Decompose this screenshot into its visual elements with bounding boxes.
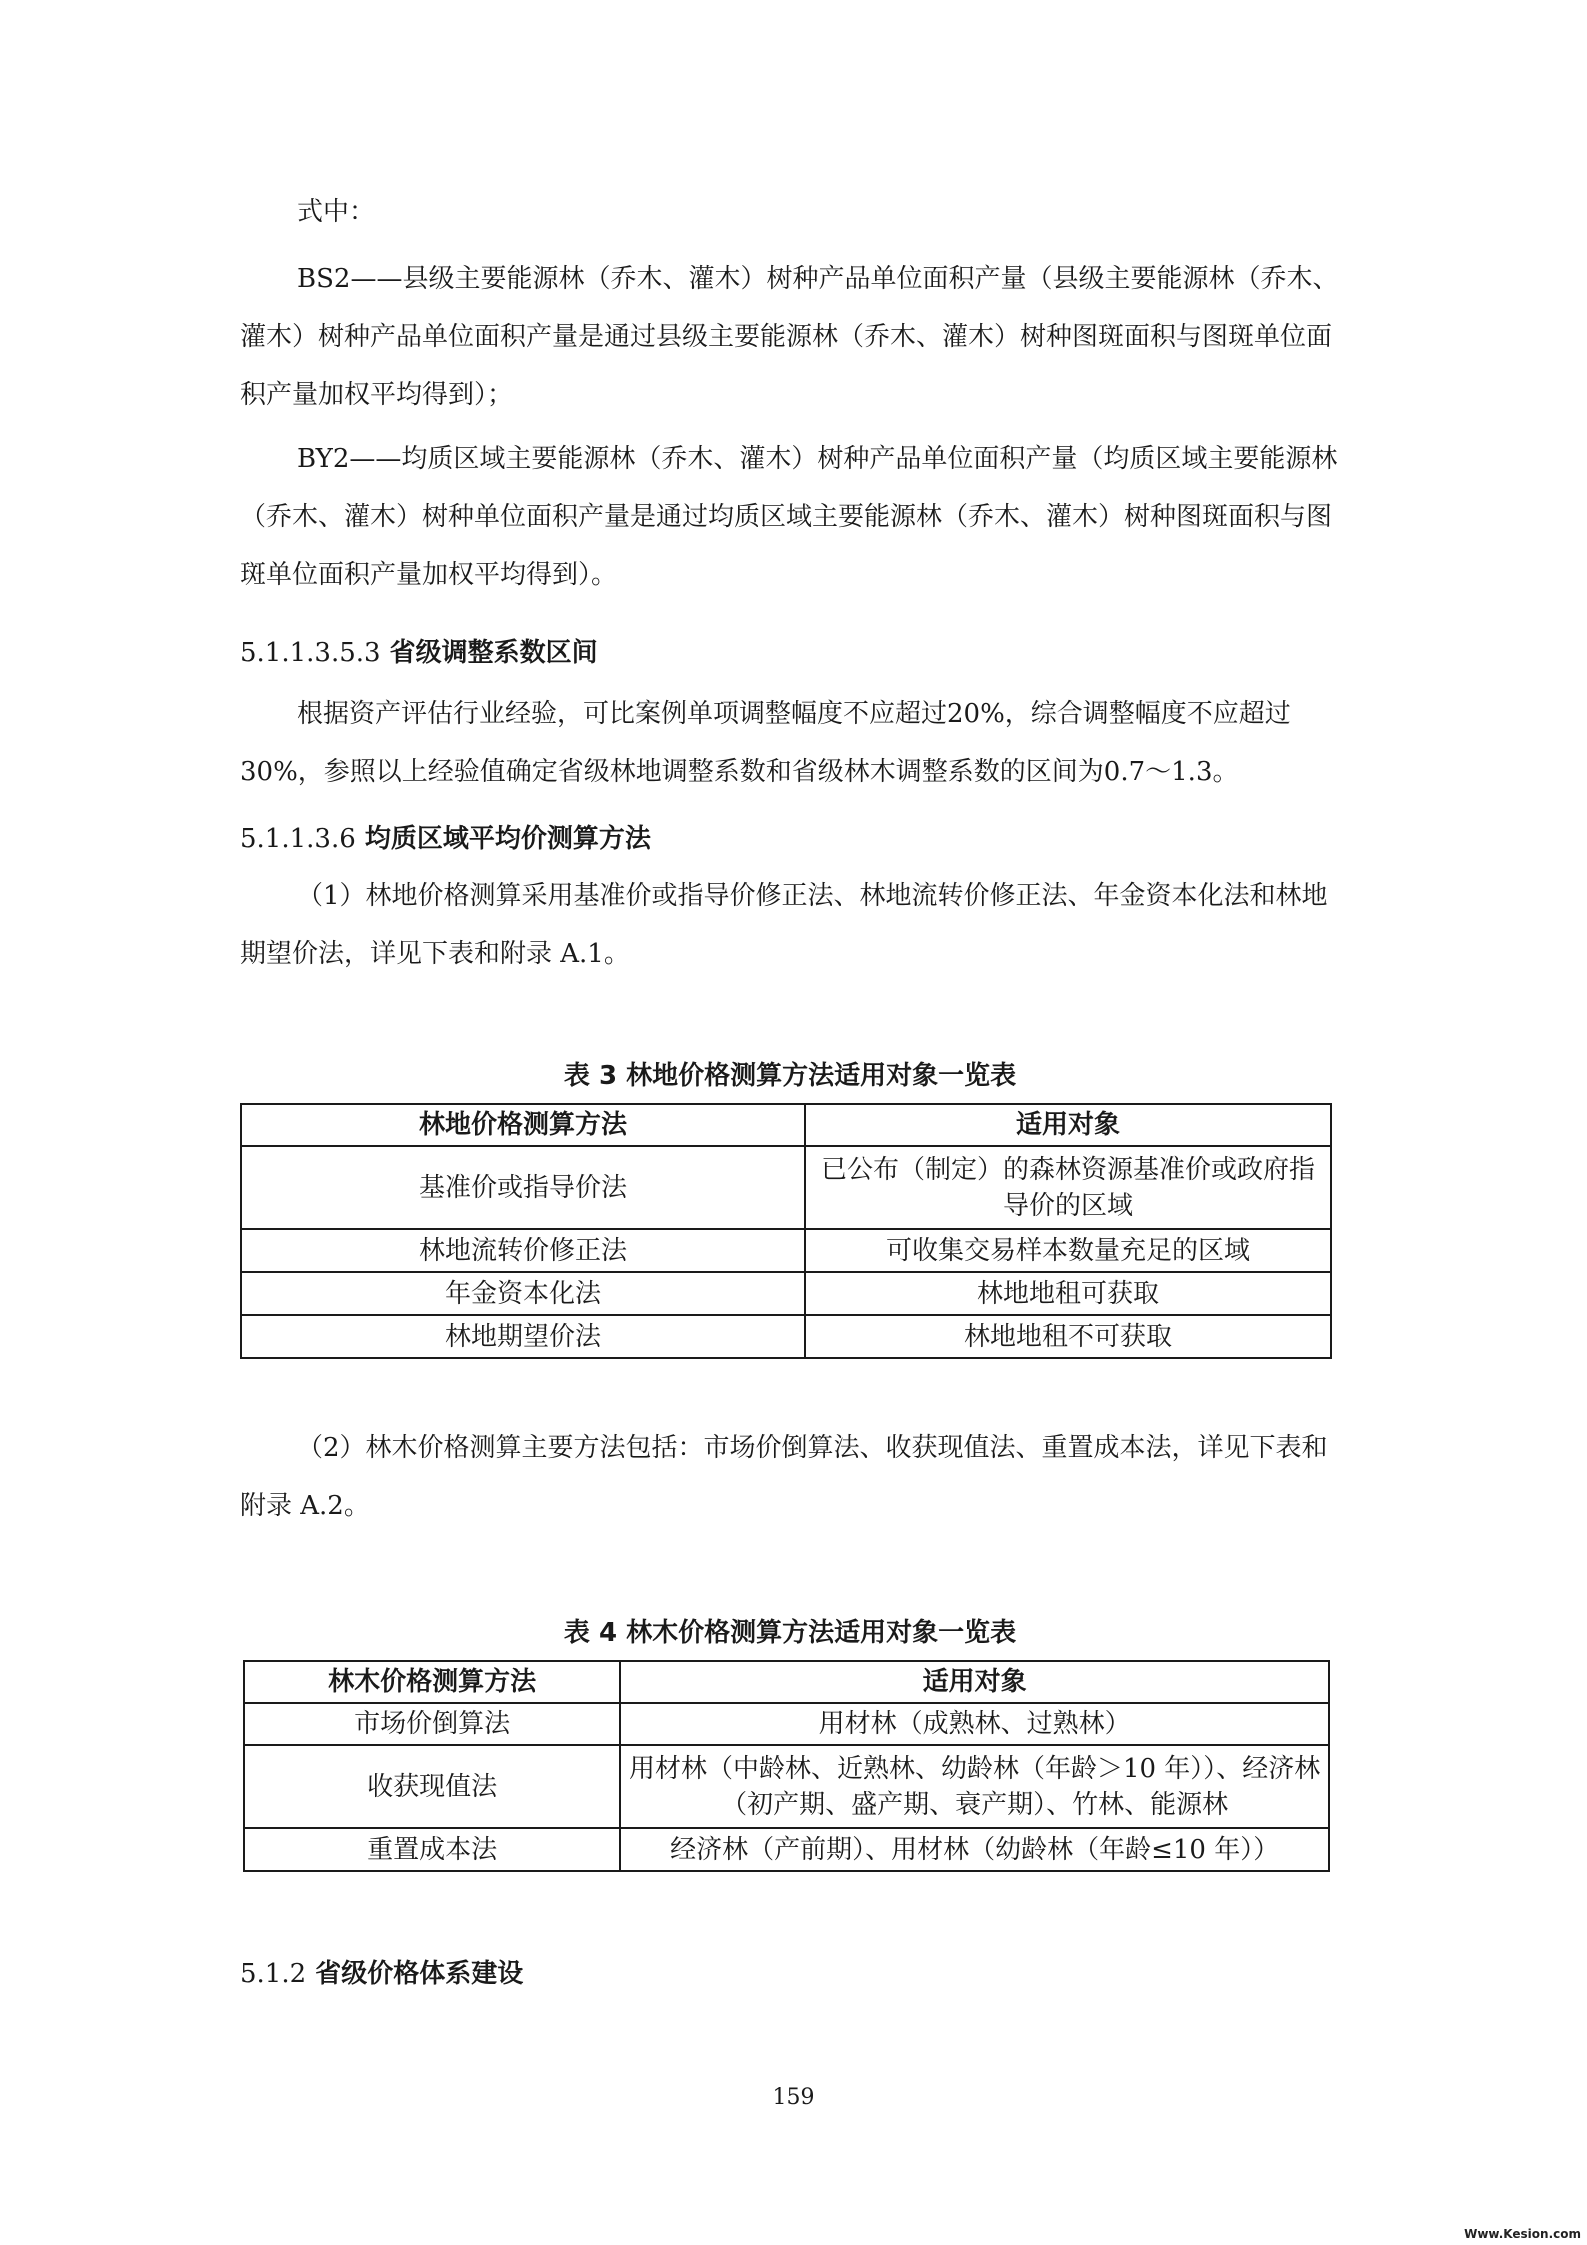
section-heading-5-1-1-3-5-3 xyxy=(240,632,598,669)
table-cell: 林地地租可获取 xyxy=(805,1272,1331,1315)
table4-caption: 表 4 林木价格测算方法适用对象一览表 xyxy=(563,1618,1017,1648)
section-heading-5-1-1-3-6 xyxy=(240,818,651,855)
tree-price-paragraph: （2）林木价格测算主要方法包括：市场价倒算法、收获现值法、重置成本法，详见下表和附录 A.2。 xyxy=(240,1433,1328,1521)
table-cell: 林地流转价修正法 xyxy=(241,1229,805,1272)
table4-header-method: 林木价格测算方法 xyxy=(244,1661,620,1703)
section-title: 省级调整系数区间 xyxy=(389,638,598,668)
table-cell: 林地期望价法 xyxy=(241,1315,805,1358)
table-cell: 市场价倒算法 xyxy=(244,1703,620,1745)
table-cell: 已公布（制定）的森林资源基准价或政府指导价的区域 xyxy=(805,1146,1331,1229)
section-heading-5-1-2 xyxy=(240,1953,523,1990)
section-title: 省级价格体系建设 xyxy=(315,1959,524,1989)
table-cell: 林地地租不可获取 xyxy=(805,1315,1331,1358)
adjust-coefficient-paragraph: 根据资产评估行业经验，可比案例单项调整幅度不应超过20%，综合调整幅度不应超过30%，参照以上经验值确定省级林地调整系数和省级林木调整系数的区间为0.7～1.3。 xyxy=(240,699,1291,787)
bs2-definition: BS2——县级主要能源林（乔木、灌木）树种产品单位面积产量（县级主要能源林（乔木、灌木）树种产品单位面积产量是通过县级主要能源林（乔木、灌木）树种图斑面积与图斑单位面积产量加权平均得到）； xyxy=(240,264,1339,410)
section-number: 5.1.2 xyxy=(240,1959,307,1989)
table3-header-method: 林地价格测算方法 xyxy=(241,1104,805,1146)
section-number: 5.1.1.3.5.3 xyxy=(240,638,381,668)
table-row xyxy=(244,1828,1329,1871)
table-row xyxy=(241,1315,1331,1358)
table-row xyxy=(241,1272,1331,1315)
section-number: 5.1.1.3.6 xyxy=(240,824,356,854)
table-cell: 用材林（成熟林、过熟林） xyxy=(620,1703,1329,1745)
table-cell: 可收集交易样本数量充足的区域 xyxy=(805,1229,1331,1272)
watermark: Www.Kesion.com xyxy=(1464,2227,1581,2241)
table-cell: 收获现值法 xyxy=(244,1745,620,1828)
table-cell: 年金资本化法 xyxy=(241,1272,805,1315)
table-row xyxy=(241,1146,1331,1229)
page-number: 159 xyxy=(772,2085,815,2110)
land-price-paragraph: （1）林地价格测算采用基准价或指导价修正法、林地流转价修正法、年金资本化法和林地期望价法，详见下表和附录 A.1。 xyxy=(240,881,1328,969)
formula-intro: 式中： xyxy=(297,197,376,227)
table4-tree-price-methods xyxy=(243,1660,1330,1872)
table-cell: 基准价或指导价法 xyxy=(241,1146,805,1229)
table4-header-scope: 适用对象 xyxy=(620,1661,1329,1703)
table-cell: 经济林（产前期）、用材林（幼龄林（年龄≤10 年）） xyxy=(620,1828,1329,1871)
table-cell: 用材林（中龄林、近熟林、幼龄林（年龄＞10 年））、经济林（初产期、盛产期、衰产期）、竹林、能源林 xyxy=(620,1745,1329,1828)
table-cell: 重置成本法 xyxy=(244,1828,620,1871)
table-row xyxy=(244,1703,1329,1745)
table3-caption: 表 3 林地价格测算方法适用对象一览表 xyxy=(563,1061,1017,1091)
table3-land-price-methods xyxy=(240,1103,1332,1359)
table-row xyxy=(241,1229,1331,1272)
by2-definition: BY2——均质区域主要能源林（乔木、灌木）树种产品单位面积产量（均质区域主要能源林（乔木、灌木）树种单位面积产量是通过均质区域主要能源林（乔木、灌木）树种图斑面积与图斑单位面积产量加权平均得到）。 xyxy=(240,444,1338,590)
section-title: 均质区域平均价测算方法 xyxy=(364,824,651,854)
table3-header-scope: 适用对象 xyxy=(805,1104,1331,1146)
table-row xyxy=(244,1745,1329,1828)
